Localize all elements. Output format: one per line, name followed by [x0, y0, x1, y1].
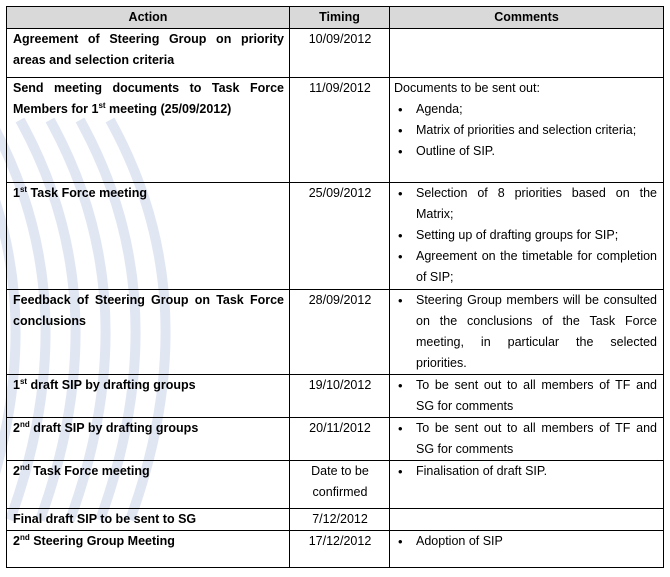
action-cell [7, 78, 290, 183]
action-text: 1 [13, 378, 20, 392]
comments-intro: Documents to be sent out: [394, 81, 540, 95]
action-text: 2 [13, 421, 20, 435]
timing-cell: 11/09/2012 [290, 78, 390, 183]
table-row [7, 290, 664, 375]
comment-bullet: • Selection of 8 priorities based on the Matrix; [394, 183, 657, 225]
comment-bullet: • Steering Group members will be consulted on the conclusions of the Task Force meeting, in particular the selected priorities. [394, 290, 657, 374]
comment-bullet: • Setting up of drafting groups for SIP; [394, 225, 657, 246]
comments-list [394, 290, 657, 374]
action-text: meeting (25/09/2012) [105, 102, 232, 116]
comments-list [394, 531, 657, 552]
comments-cell [390, 375, 664, 418]
table-row [7, 375, 664, 418]
comments-list [394, 461, 657, 482]
timing-cell: 19/10/2012 [290, 375, 390, 418]
table-row [7, 29, 664, 78]
action-text: 2 [13, 464, 20, 478]
comment-bullet: • Agenda; [394, 99, 657, 120]
comments-cell [390, 418, 664, 461]
action-cell [7, 29, 290, 78]
action-cell [7, 531, 290, 568]
comment-bullet: • To be sent out to all members of TF and SG for comments [394, 375, 657, 417]
comments-list [394, 99, 657, 162]
comments-cell [390, 531, 664, 568]
comments-list [394, 183, 657, 288]
action-text: Feedback of Steering Group on Task Force conclusions [13, 293, 284, 328]
table-row [7, 78, 664, 183]
timing-cell: 28/09/2012 [290, 290, 390, 375]
ordinal-suffix: st [98, 101, 106, 110]
header-row [7, 7, 664, 29]
ordinal-suffix: nd [19, 533, 30, 542]
action-cell [7, 461, 290, 509]
ordinal-suffix: nd [19, 463, 30, 472]
action-text: Send meeting documents to Task Force Members for 1 [13, 81, 284, 116]
comment-bullet: • Agreement on the timetable for completion of SIP; [394, 246, 657, 288]
comment-bullet: • Matrix of priorities and selection criteria; [394, 120, 657, 141]
table-row [7, 531, 664, 568]
table-row [7, 509, 664, 531]
timing-cell: 17/12/2012 [290, 531, 390, 568]
action-cell [7, 183, 290, 290]
action-cell [7, 509, 290, 531]
comments-list [394, 418, 657, 460]
comment-bullet: • Adoption of SIP [394, 531, 657, 552]
comment-bullet: • Finalisation of draft SIP. [394, 461, 657, 482]
ordinal-suffix: st [19, 377, 28, 386]
table-row [7, 461, 664, 509]
timing-cell: Date to be confirmed [290, 461, 390, 509]
header-timing: Timing [290, 7, 390, 29]
action-text: draft SIP by drafting groups [29, 421, 199, 435]
comment-bullet: • Outline of SIP. [394, 141, 657, 162]
ordinal-suffix: st [19, 185, 28, 194]
comments-cell [390, 78, 664, 183]
comments-list [394, 375, 657, 417]
comments-cell [390, 183, 664, 290]
schedule-table [6, 6, 664, 568]
comment-bullet: • To be sent out to all members of TF and SG for comments [394, 418, 657, 460]
table-row [7, 183, 664, 290]
timing-cell: 10/09/2012 [290, 29, 390, 78]
action-text: Task Force meeting [29, 464, 150, 478]
action-text: Task Force meeting [27, 186, 148, 200]
action-text: 1 [13, 186, 20, 200]
ordinal-suffix: nd [19, 420, 30, 429]
header-action: Action [7, 7, 290, 29]
comments-cell [390, 29, 664, 78]
timing-cell: 25/09/2012 [290, 183, 390, 290]
comments-cell [390, 461, 664, 509]
action-text: Steering Group Meeting [29, 534, 175, 548]
header-comments: Comments [390, 7, 664, 29]
table-row [7, 418, 664, 461]
comments-cell [390, 509, 664, 531]
table-body [7, 29, 664, 568]
action-cell [7, 290, 290, 375]
action-cell [7, 418, 290, 461]
timing-cell: 20/11/2012 [290, 418, 390, 461]
action-text: Agreement of Steering Group on priority areas and selection criteria [13, 32, 284, 67]
action-text: 2 [13, 534, 20, 548]
action-cell [7, 375, 290, 418]
timing-cell: 7/12/2012 [290, 509, 390, 531]
action-text: draft SIP by drafting groups [27, 378, 196, 392]
comments-cell [390, 290, 664, 375]
action-text: Final draft SIP to be sent to SG [13, 512, 197, 526]
